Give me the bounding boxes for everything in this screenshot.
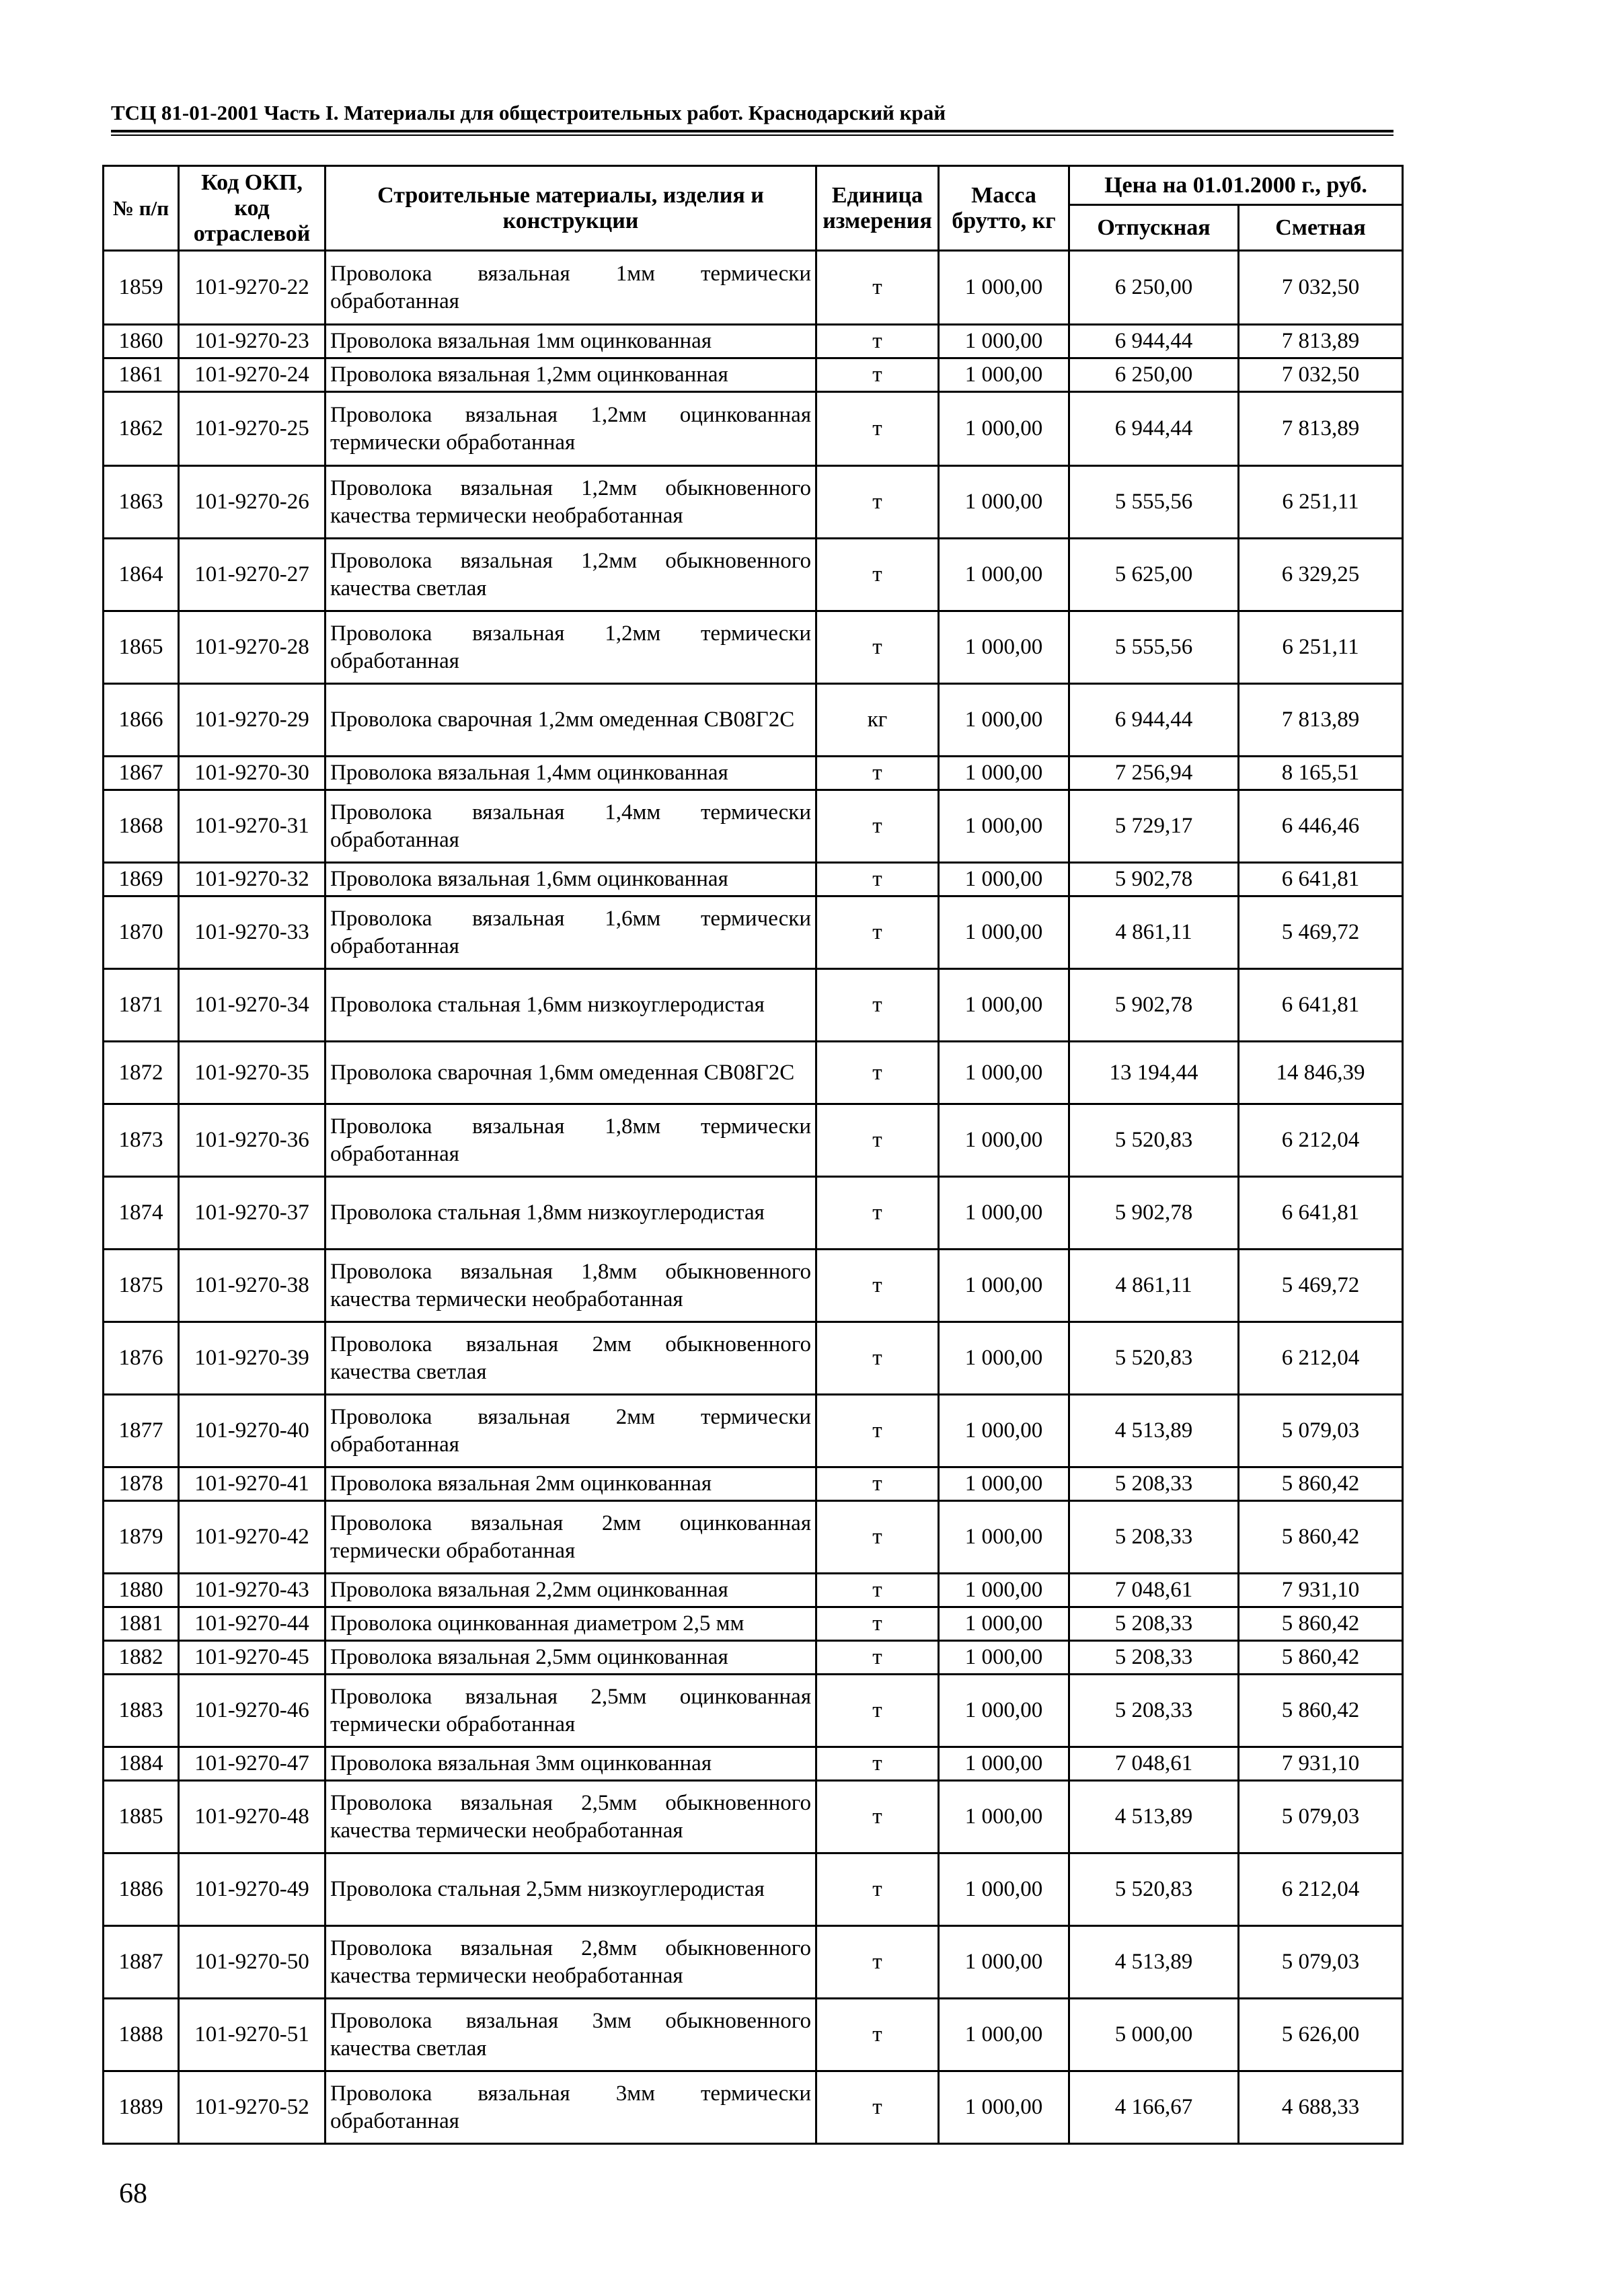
cell-code: 101-9270-35	[179, 1042, 326, 1104]
cell-code: 101-9270-41	[179, 1467, 326, 1501]
cell-price-estimate: 7 813,89	[1239, 684, 1403, 757]
cell-price-release: 6 250,00	[1069, 251, 1239, 325]
table-row	[104, 611, 1403, 684]
table-row	[104, 896, 1403, 969]
col-header-price-group: Цена на 01.01.2000 г., руб.	[1069, 166, 1403, 205]
cell-price-estimate: 6 212,04	[1239, 1104, 1403, 1177]
cell-num: 1865	[104, 611, 179, 684]
table-row	[104, 1501, 1403, 1574]
cell-mass: 1 000,00	[939, 1999, 1069, 2071]
cell-unit: т	[816, 1675, 939, 1747]
table-row	[104, 1853, 1403, 1926]
cell-unit: т	[816, 1250, 939, 1322]
cell-name: Проволока стальная 2,5мм низкоуглеродистая	[326, 1853, 816, 1926]
cell-mass: 1 000,00	[939, 1675, 1069, 1747]
cell-price-release: 7 256,94	[1069, 757, 1239, 790]
cell-num: 1886	[104, 1853, 179, 1926]
table-row	[104, 1322, 1403, 1395]
cell-name: Проволока сварочная 1,6мм омеденная СВ08Г2С	[326, 1042, 816, 1104]
cell-price-estimate: 5 860,42	[1239, 1501, 1403, 1574]
cell-code: 101-9270-29	[179, 684, 326, 757]
cell-price-estimate: 7 931,10	[1239, 1574, 1403, 1607]
cell-num: 1889	[104, 2071, 179, 2144]
col-header-num: № п/п	[104, 166, 179, 251]
cell-mass: 1 000,00	[939, 611, 1069, 684]
cell-num: 1874	[104, 1177, 179, 1250]
cell-unit: т	[816, 1607, 939, 1641]
cell-code: 101-9270-37	[179, 1177, 326, 1250]
cell-price-estimate: 7 813,89	[1239, 392, 1403, 466]
table-row	[104, 757, 1403, 790]
cell-mass: 1 000,00	[939, 1607, 1069, 1641]
table-row	[104, 1467, 1403, 1501]
cell-price-estimate: 5 860,42	[1239, 1467, 1403, 1501]
cell-price-release: 13 194,44	[1069, 1042, 1239, 1104]
cell-unit: т	[816, 969, 939, 1042]
table-row	[104, 1781, 1403, 1853]
cell-price-estimate: 5 469,72	[1239, 1250, 1403, 1322]
cell-unit: т	[816, 611, 939, 684]
cell-num: 1863	[104, 466, 179, 539]
table-row	[104, 1042, 1403, 1104]
cell-price-estimate: 4 688,33	[1239, 2071, 1403, 2144]
cell-mass: 1 000,00	[939, 466, 1069, 539]
cell-num: 1870	[104, 896, 179, 969]
cell-unit: т	[816, 1747, 939, 1781]
cell-name: Проволока вязальная 2,5мм оцинкованная термически обработанная	[326, 1675, 816, 1747]
cell-price-release: 6 944,44	[1069, 325, 1239, 358]
table-row	[104, 539, 1403, 611]
cell-mass: 1 000,00	[939, 1104, 1069, 1177]
cell-unit: т	[816, 1781, 939, 1853]
cell-price-estimate: 5 626,00	[1239, 1999, 1403, 2071]
cell-name: Проволока вязальная 2,8мм обыкновенного качества термически необработанная	[326, 1926, 816, 1999]
table-row	[104, 358, 1403, 392]
cell-mass: 1 000,00	[939, 1747, 1069, 1781]
header-rule	[111, 130, 1393, 132]
cell-mass: 1 000,00	[939, 1322, 1069, 1395]
cell-code: 101-9270-45	[179, 1641, 326, 1675]
cell-name: Проволока вязальная 1,2мм оцинкованная термически обработанная	[326, 392, 816, 466]
cell-price-estimate: 6 251,11	[1239, 611, 1403, 684]
cell-num: 1879	[104, 1501, 179, 1574]
cell-code: 101-9270-28	[179, 611, 326, 684]
cell-code: 101-9270-30	[179, 757, 326, 790]
cell-price-estimate: 5 079,03	[1239, 1781, 1403, 1853]
cell-price-release: 6 944,44	[1069, 392, 1239, 466]
cell-num: 1862	[104, 392, 179, 466]
cell-price-estimate: 5 079,03	[1239, 1395, 1403, 1467]
cell-mass: 1 000,00	[939, 969, 1069, 1042]
cell-num: 1873	[104, 1104, 179, 1177]
cell-price-release: 5 208,33	[1069, 1501, 1239, 1574]
cell-price-release: 6 250,00	[1069, 358, 1239, 392]
cell-price-estimate: 6 641,81	[1239, 969, 1403, 1042]
cell-code: 101-9270-39	[179, 1322, 326, 1395]
cell-name: Проволока вязальная 1,4мм оцинкованная	[326, 757, 816, 790]
cell-mass: 1 000,00	[939, 1042, 1069, 1104]
table-row	[104, 251, 1403, 325]
cell-mass: 1 000,00	[939, 1250, 1069, 1322]
cell-price-release: 5 625,00	[1069, 539, 1239, 611]
cell-price-release: 5 000,00	[1069, 1999, 1239, 2071]
cell-code: 101-9270-23	[179, 325, 326, 358]
cell-price-estimate: 5 079,03	[1239, 1926, 1403, 1999]
table-row	[104, 1104, 1403, 1177]
cell-mass: 1 000,00	[939, 1177, 1069, 1250]
col-header-price-release: Отпускная	[1069, 205, 1239, 251]
cell-num: 1880	[104, 1574, 179, 1607]
cell-unit: т	[816, 757, 939, 790]
cell-mass: 1 000,00	[939, 1781, 1069, 1853]
cell-price-estimate: 5 469,72	[1239, 896, 1403, 969]
cell-code: 101-9270-33	[179, 896, 326, 969]
cell-num: 1876	[104, 1322, 179, 1395]
cell-mass: 1 000,00	[939, 539, 1069, 611]
cell-unit: т	[816, 863, 939, 896]
col-header-price-estimate: Сметная	[1239, 205, 1403, 251]
header-rule-thin	[111, 135, 1393, 136]
cell-mass: 1 000,00	[939, 1574, 1069, 1607]
cell-name: Проволока вязальная 1,6мм оцинкованная	[326, 863, 816, 896]
col-header-name: Строительные материалы, изделия и конструкции	[326, 166, 816, 251]
cell-name: Проволока вязальная 3мм обыкновенного качества светлая	[326, 1999, 816, 2071]
cell-unit: т	[816, 1926, 939, 1999]
cell-price-release: 5 520,83	[1069, 1104, 1239, 1177]
page-number: 68	[119, 2178, 147, 2209]
cell-code: 101-9270-46	[179, 1675, 326, 1747]
cell-mass: 1 000,00	[939, 392, 1069, 466]
cell-num: 1884	[104, 1747, 179, 1781]
table-row	[104, 1641, 1403, 1675]
cell-code: 101-9270-36	[179, 1104, 326, 1177]
cell-price-release: 4 513,89	[1069, 1781, 1239, 1853]
col-header-unit: Единица измерения	[816, 166, 939, 251]
cell-unit: т	[816, 2071, 939, 2144]
table-row	[104, 1250, 1403, 1322]
cell-mass: 1 000,00	[939, 1926, 1069, 1999]
cell-code: 101-9270-27	[179, 539, 326, 611]
cell-code: 101-9270-34	[179, 969, 326, 1042]
cell-mass: 1 000,00	[939, 896, 1069, 969]
cell-price-estimate: 14 846,39	[1239, 1042, 1403, 1104]
cell-price-estimate: 6 329,25	[1239, 539, 1403, 611]
running-header: ТСЦ 81-01-2001 Часть I. Материалы для общестроительных работ. Краснодарский край	[111, 101, 946, 124]
cell-price-estimate: 5 860,42	[1239, 1675, 1403, 1747]
cell-unit: т	[816, 325, 939, 358]
table-row	[104, 1675, 1403, 1747]
cell-mass: 1 000,00	[939, 325, 1069, 358]
cell-num: 1868	[104, 790, 179, 863]
cell-code: 101-9270-47	[179, 1747, 326, 1781]
table-body	[104, 251, 1403, 2144]
cell-price-estimate: 7 032,50	[1239, 358, 1403, 392]
cell-unit: кг	[816, 684, 939, 757]
cell-code: 101-9270-22	[179, 251, 326, 325]
cell-unit: т	[816, 1177, 939, 1250]
cell-mass: 1 000,00	[939, 684, 1069, 757]
table-row	[104, 1926, 1403, 1999]
cell-name: Проволока стальная 1,6мм низкоуглеродистая	[326, 969, 816, 1042]
cell-num: 1860	[104, 325, 179, 358]
table-row	[104, 1177, 1403, 1250]
cell-name: Проволока вязальная 1,8мм термически обработанная	[326, 1104, 816, 1177]
cell-name: Проволока вязальная 2,5мм оцинкованная	[326, 1641, 816, 1675]
cell-code: 101-9270-31	[179, 790, 326, 863]
cell-unit: т	[816, 1641, 939, 1675]
col-header-code: Код ОКП, код отраслевой	[179, 166, 326, 251]
cell-price-release: 5 520,83	[1069, 1853, 1239, 1926]
col-header-mass: Масса брутто, кг	[939, 166, 1069, 251]
cell-mass: 1 000,00	[939, 251, 1069, 325]
cell-num: 1882	[104, 1641, 179, 1675]
cell-code: 101-9270-40	[179, 1395, 326, 1467]
cell-num: 1887	[104, 1926, 179, 1999]
cell-num: 1871	[104, 969, 179, 1042]
cell-price-release: 4 166,67	[1069, 2071, 1239, 2144]
cell-unit: т	[816, 1999, 939, 2071]
cell-price-release: 5 555,56	[1069, 466, 1239, 539]
cell-code: 101-9270-25	[179, 392, 326, 466]
table-row	[104, 392, 1403, 466]
cell-price-estimate: 5 860,42	[1239, 1607, 1403, 1641]
cell-name: Проволока оцинкованная диаметром 2,5 мм	[326, 1607, 816, 1641]
cell-code: 101-9270-38	[179, 1250, 326, 1322]
table-row	[104, 790, 1403, 863]
cell-num: 1888	[104, 1999, 179, 2071]
cell-name: Проволока вязальная 2мм термически обработанная	[326, 1395, 816, 1467]
table-row	[104, 2071, 1403, 2144]
cell-name: Проволока вязальная 1,2мм оцинкованная	[326, 358, 816, 392]
cell-name: Проволока вязальная 3мм оцинкованная	[326, 1747, 816, 1781]
cell-name: Проволока вязальная 2мм оцинкованная термически обработанная	[326, 1501, 816, 1574]
cell-num: 1872	[104, 1042, 179, 1104]
cell-unit: т	[816, 790, 939, 863]
cell-code: 101-9270-26	[179, 466, 326, 539]
cell-price-estimate: 5 860,42	[1239, 1641, 1403, 1675]
cell-price-estimate: 6 641,81	[1239, 1177, 1403, 1250]
cell-num: 1883	[104, 1675, 179, 1747]
cell-mass: 1 000,00	[939, 1641, 1069, 1675]
table-row	[104, 1607, 1403, 1641]
cell-code: 101-9270-48	[179, 1781, 326, 1853]
cell-unit: т	[816, 392, 939, 466]
cell-name: Проволока вязальная 1мм термически обработанная	[326, 251, 816, 325]
cell-code: 101-9270-24	[179, 358, 326, 392]
cell-name: Проволока вязальная 2,2мм оцинкованная	[326, 1574, 816, 1607]
cell-price-estimate: 6 212,04	[1239, 1322, 1403, 1395]
cell-unit: т	[816, 1501, 939, 1574]
cell-code: 101-9270-52	[179, 2071, 326, 2144]
cell-price-release: 5 555,56	[1069, 611, 1239, 684]
table-row	[104, 1574, 1403, 1607]
cell-price-release: 5 208,33	[1069, 1641, 1239, 1675]
cell-unit: т	[816, 1104, 939, 1177]
cell-price-estimate: 7 032,50	[1239, 251, 1403, 325]
cell-price-estimate: 8 165,51	[1239, 757, 1403, 790]
cell-name: Проволока сварочная 1,2мм омеденная СВ08Г2С	[326, 684, 816, 757]
cell-name: Проволока вязальная 1,2мм обыкновенного качества светлая	[326, 539, 816, 611]
cell-price-release: 4 861,11	[1069, 1250, 1239, 1322]
cell-price-release: 5 520,83	[1069, 1322, 1239, 1395]
cell-num: 1869	[104, 863, 179, 896]
cell-price-release: 4 513,89	[1069, 1395, 1239, 1467]
cell-name: Проволока стальная 1,8мм низкоуглеродистая	[326, 1177, 816, 1250]
cell-unit: т	[816, 251, 939, 325]
cell-num: 1875	[104, 1250, 179, 1322]
cell-code: 101-9270-51	[179, 1999, 326, 2071]
cell-unit: т	[816, 896, 939, 969]
cell-name: Проволока вязальная 1мм оцинкованная	[326, 325, 816, 358]
table-row	[104, 325, 1403, 358]
cell-price-release: 4 513,89	[1069, 1926, 1239, 1999]
cell-num: 1866	[104, 684, 179, 757]
cell-price-release: 7 048,61	[1069, 1574, 1239, 1607]
cell-price-release: 5 902,78	[1069, 1177, 1239, 1250]
cell-mass: 1 000,00	[939, 757, 1069, 790]
table-row	[104, 1395, 1403, 1467]
cell-mass: 1 000,00	[939, 790, 1069, 863]
cell-code: 101-9270-44	[179, 1607, 326, 1641]
cell-mass: 1 000,00	[939, 1853, 1069, 1926]
materials-price-table	[102, 165, 1404, 2145]
cell-num: 1885	[104, 1781, 179, 1853]
cell-name: Проволока вязальная 2мм оцинкованная	[326, 1467, 816, 1501]
cell-price-estimate: 7 931,10	[1239, 1747, 1403, 1781]
cell-unit: т	[816, 1467, 939, 1501]
cell-mass: 1 000,00	[939, 1395, 1069, 1467]
cell-code: 101-9270-49	[179, 1853, 326, 1926]
cell-price-release: 5 729,17	[1069, 790, 1239, 863]
table-row	[104, 684, 1403, 757]
cell-unit: т	[816, 539, 939, 611]
cell-price-release: 5 902,78	[1069, 969, 1239, 1042]
cell-num: 1877	[104, 1395, 179, 1467]
table-row	[104, 863, 1403, 896]
cell-price-release: 5 902,78	[1069, 863, 1239, 896]
cell-unit: т	[816, 1853, 939, 1926]
table-row	[104, 969, 1403, 1042]
cell-num: 1861	[104, 358, 179, 392]
cell-price-release: 5 208,33	[1069, 1607, 1239, 1641]
cell-unit: т	[816, 1395, 939, 1467]
cell-price-release: 5 208,33	[1069, 1675, 1239, 1747]
cell-price-release: 5 208,33	[1069, 1467, 1239, 1501]
cell-name: Проволока вязальная 3мм термически обработанная	[326, 2071, 816, 2144]
cell-num: 1881	[104, 1607, 179, 1641]
cell-mass: 1 000,00	[939, 863, 1069, 896]
cell-name: Проволока вязальная 2,5мм обыкновенного качества термически необработанная	[326, 1781, 816, 1853]
cell-mass: 1 000,00	[939, 2071, 1069, 2144]
table-row	[104, 1747, 1403, 1781]
table-row	[104, 466, 1403, 539]
cell-name: Проволока вязальная 1,4мм термически обработанная	[326, 790, 816, 863]
cell-unit: т	[816, 466, 939, 539]
cell-name: Проволока вязальная 1,8мм обыкновенного качества термически необработанная	[326, 1250, 816, 1322]
cell-unit: т	[816, 1042, 939, 1104]
cell-code: 101-9270-43	[179, 1574, 326, 1607]
cell-unit: т	[816, 358, 939, 392]
cell-num: 1867	[104, 757, 179, 790]
cell-name: Проволока вязальная 1,2мм термически обработанная	[326, 611, 816, 684]
cell-price-estimate: 7 813,89	[1239, 325, 1403, 358]
cell-name: Проволока вязальная 1,2мм обыкновенного качества термически необработанная	[326, 466, 816, 539]
cell-price-estimate: 6 641,81	[1239, 863, 1403, 896]
cell-mass: 1 000,00	[939, 358, 1069, 392]
cell-unit: т	[816, 1574, 939, 1607]
cell-mass: 1 000,00	[939, 1501, 1069, 1574]
cell-price-estimate: 6 251,11	[1239, 466, 1403, 539]
table-row	[104, 1999, 1403, 2071]
cell-price-release: 7 048,61	[1069, 1747, 1239, 1781]
cell-price-release: 6 944,44	[1069, 684, 1239, 757]
cell-code: 101-9270-32	[179, 863, 326, 896]
cell-code: 101-9270-50	[179, 1926, 326, 1999]
cell-num: 1864	[104, 539, 179, 611]
cell-num: 1878	[104, 1467, 179, 1501]
cell-num: 1859	[104, 251, 179, 325]
cell-price-estimate: 6 446,46	[1239, 790, 1403, 863]
cell-unit: т	[816, 1322, 939, 1395]
cell-price-release: 4 861,11	[1069, 896, 1239, 969]
cell-code: 101-9270-42	[179, 1501, 326, 1574]
cell-name: Проволока вязальная 2мм обыкновенного качества светлая	[326, 1322, 816, 1395]
cell-name: Проволока вязальная 1,6мм термически обработанная	[326, 896, 816, 969]
cell-price-estimate: 6 212,04	[1239, 1853, 1403, 1926]
cell-mass: 1 000,00	[939, 1467, 1069, 1501]
